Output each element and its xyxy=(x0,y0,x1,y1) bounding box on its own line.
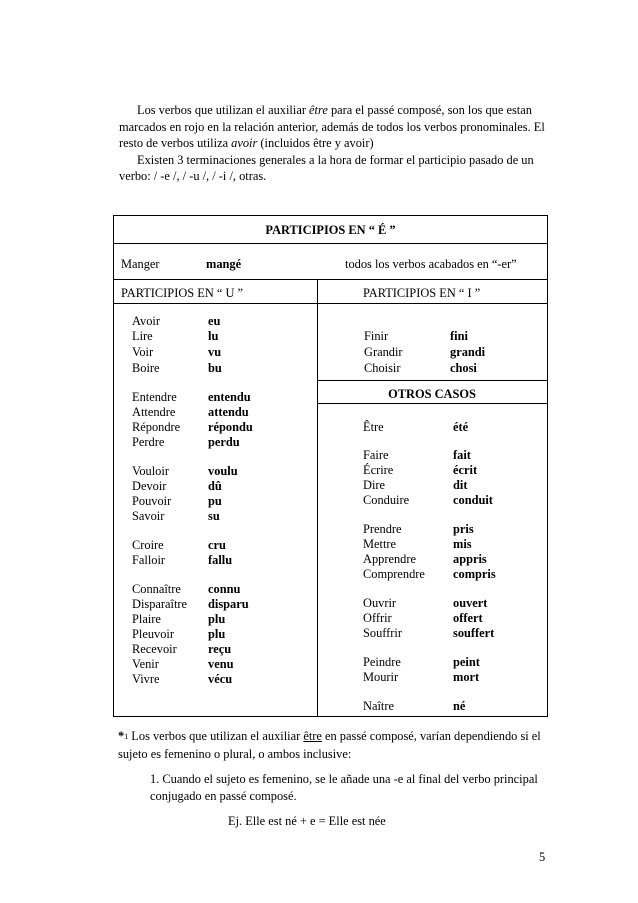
u-verb: Disparaître xyxy=(132,597,188,611)
otros-verb: Prendre xyxy=(363,522,402,536)
u-verb: Vouloir xyxy=(132,464,169,478)
u-participle: plu xyxy=(208,612,226,626)
otros-participle: né xyxy=(453,699,466,713)
i-verb: Finir xyxy=(364,329,389,343)
u-participle: pu xyxy=(208,494,222,508)
etre-underlined: être xyxy=(303,729,322,743)
u-participle: connu xyxy=(208,582,241,596)
u-participle: dû xyxy=(208,479,222,493)
table-column-divider xyxy=(317,279,318,716)
u-verb: Pouvoir xyxy=(132,494,172,508)
footnote-item-1: 1. Cuando el sujeto es femenino, se le añade una -e al final del verbo principal conjugado en passé composé. xyxy=(150,772,538,803)
u-verb: Lire xyxy=(132,329,153,343)
u-participle: répondu xyxy=(208,420,253,434)
u-verb: Entendre xyxy=(132,390,177,404)
u-participle: fallu xyxy=(208,553,233,567)
intro-paragraph-2: Existen 3 terminaciones generales a la hora de formar el participio pasado de un verbo: / -e /, / -u /, / -i /, otras. xyxy=(119,152,534,183)
u-verb: Recevoir xyxy=(132,642,177,656)
u-verb: Répondre xyxy=(132,420,181,434)
otros-participle: mort xyxy=(453,670,480,684)
otros-participle: ouvert xyxy=(453,596,488,610)
u-participle: disparu xyxy=(208,597,249,611)
intro-text xyxy=(119,102,549,185)
u-verb: Perdre xyxy=(132,435,165,449)
etre-word: être xyxy=(309,103,328,117)
footnote-example: Ej. Elle est né + e = Elle est née xyxy=(228,814,386,828)
u-participle: su xyxy=(208,509,220,523)
otros-participle: pris xyxy=(453,522,474,536)
otros-verb: Conduire xyxy=(363,493,410,507)
table-divider xyxy=(114,243,547,244)
u-verb: Connaître xyxy=(132,582,181,596)
u-participle: venu xyxy=(208,657,234,671)
u-participle: perdu xyxy=(208,435,240,449)
otros-participle: appris xyxy=(453,552,487,566)
otros-verb: Apprendre xyxy=(363,552,416,566)
i-verb: Choisir xyxy=(364,361,401,375)
u-participle: lu xyxy=(208,329,219,343)
u-participle: voulu xyxy=(208,464,238,478)
otros-participle: mis xyxy=(453,537,472,551)
u-verb: Falloir xyxy=(132,553,166,567)
otros-participle: écrit xyxy=(453,463,478,477)
otros-participle: peint xyxy=(453,655,480,669)
u-participle: cru xyxy=(208,538,226,552)
otros-participle: offert xyxy=(453,611,483,625)
otros-participle: souffert xyxy=(453,626,495,640)
u-participle: plu xyxy=(208,627,226,641)
intro-paragraph-1: Los verbos que utilizan el auxiliar être para el passé composé, son los que estan marcados en rojo en la relación anterior, además de todos los verbos pronominales. El resto de verbos utiliza avoir (incluidos être y avoir) xyxy=(119,103,545,150)
otros-verb: Comprendre xyxy=(363,567,425,581)
page-number: 5 xyxy=(539,850,546,864)
u-participle: attendu xyxy=(208,405,249,419)
u-verb: Vivre xyxy=(132,672,160,686)
otros-verb: Mourir xyxy=(363,670,399,684)
i-verb: Grandir xyxy=(364,345,403,359)
otros-verb: Dire xyxy=(363,478,386,492)
u-participle: bu xyxy=(208,361,222,375)
u-verb: Pleuvoir xyxy=(132,627,174,641)
u-participle: vu xyxy=(208,345,222,359)
otros-verb: Écrire xyxy=(363,463,394,477)
otros-verb: Offrir xyxy=(363,611,392,625)
header-participios-u: PARTICIPIOS EN “ U ” xyxy=(121,286,244,300)
manger-note: todos los verbos acabados en “-er” xyxy=(345,257,517,271)
otros-verb: Mettre xyxy=(363,537,397,551)
participles-table xyxy=(113,215,548,717)
u-participle: vécu xyxy=(208,672,233,686)
table-divider xyxy=(114,303,547,304)
footnote xyxy=(118,728,558,830)
otros-verb: Naître xyxy=(363,699,394,713)
manger-participle: mangé xyxy=(206,257,242,271)
table-divider xyxy=(114,279,547,280)
otros-participle: compris xyxy=(453,567,496,581)
u-verb: Croire xyxy=(132,538,164,552)
i-participle: grandi xyxy=(450,345,486,359)
otros-participle: dit xyxy=(453,478,468,492)
otros-verb: Être xyxy=(363,420,384,434)
i-participle: fini xyxy=(450,329,468,343)
otros-verb: Peindre xyxy=(363,655,401,669)
otros-verb: Ouvrir xyxy=(363,596,397,610)
manger-verb: Manger xyxy=(121,257,160,271)
u-participle: reçu xyxy=(208,642,232,656)
otros-participle: conduit xyxy=(453,493,493,507)
u-verb: Attendre xyxy=(132,405,176,419)
u-verb: Plaire xyxy=(132,612,161,626)
header-participios-i: PARTICIPIOS EN “ I ” xyxy=(363,286,481,300)
u-verb: Boire xyxy=(132,361,160,375)
u-participle: eu xyxy=(208,314,221,328)
footnote-text: *1 Los verbos que utilizan el auxiliar être en passé composé, varían dependiendo si el sujeto es femenino o plural, o ambos inclusive: xyxy=(118,729,541,761)
table-divider xyxy=(317,403,547,404)
table-divider xyxy=(317,380,547,381)
u-verb: Avoir xyxy=(132,314,160,328)
u-verb: Devoir xyxy=(132,479,167,493)
otros-participle: fait xyxy=(453,448,471,462)
u-participle: entendu xyxy=(208,390,251,404)
header-participios-e: PARTICIPIOS EN “ É ” xyxy=(265,223,396,237)
avoir-word: avoir xyxy=(231,136,258,150)
otros-verb: Faire xyxy=(363,448,389,462)
u-verb: Voir xyxy=(132,345,154,359)
otros-participle: été xyxy=(453,420,469,434)
u-verb: Savoir xyxy=(132,509,165,523)
otros-verb: Souffrir xyxy=(363,626,403,640)
i-participle: chosi xyxy=(450,361,477,375)
u-verb: Venir xyxy=(132,657,159,671)
header-otros-casos: OTROS CASOS xyxy=(388,387,476,401)
